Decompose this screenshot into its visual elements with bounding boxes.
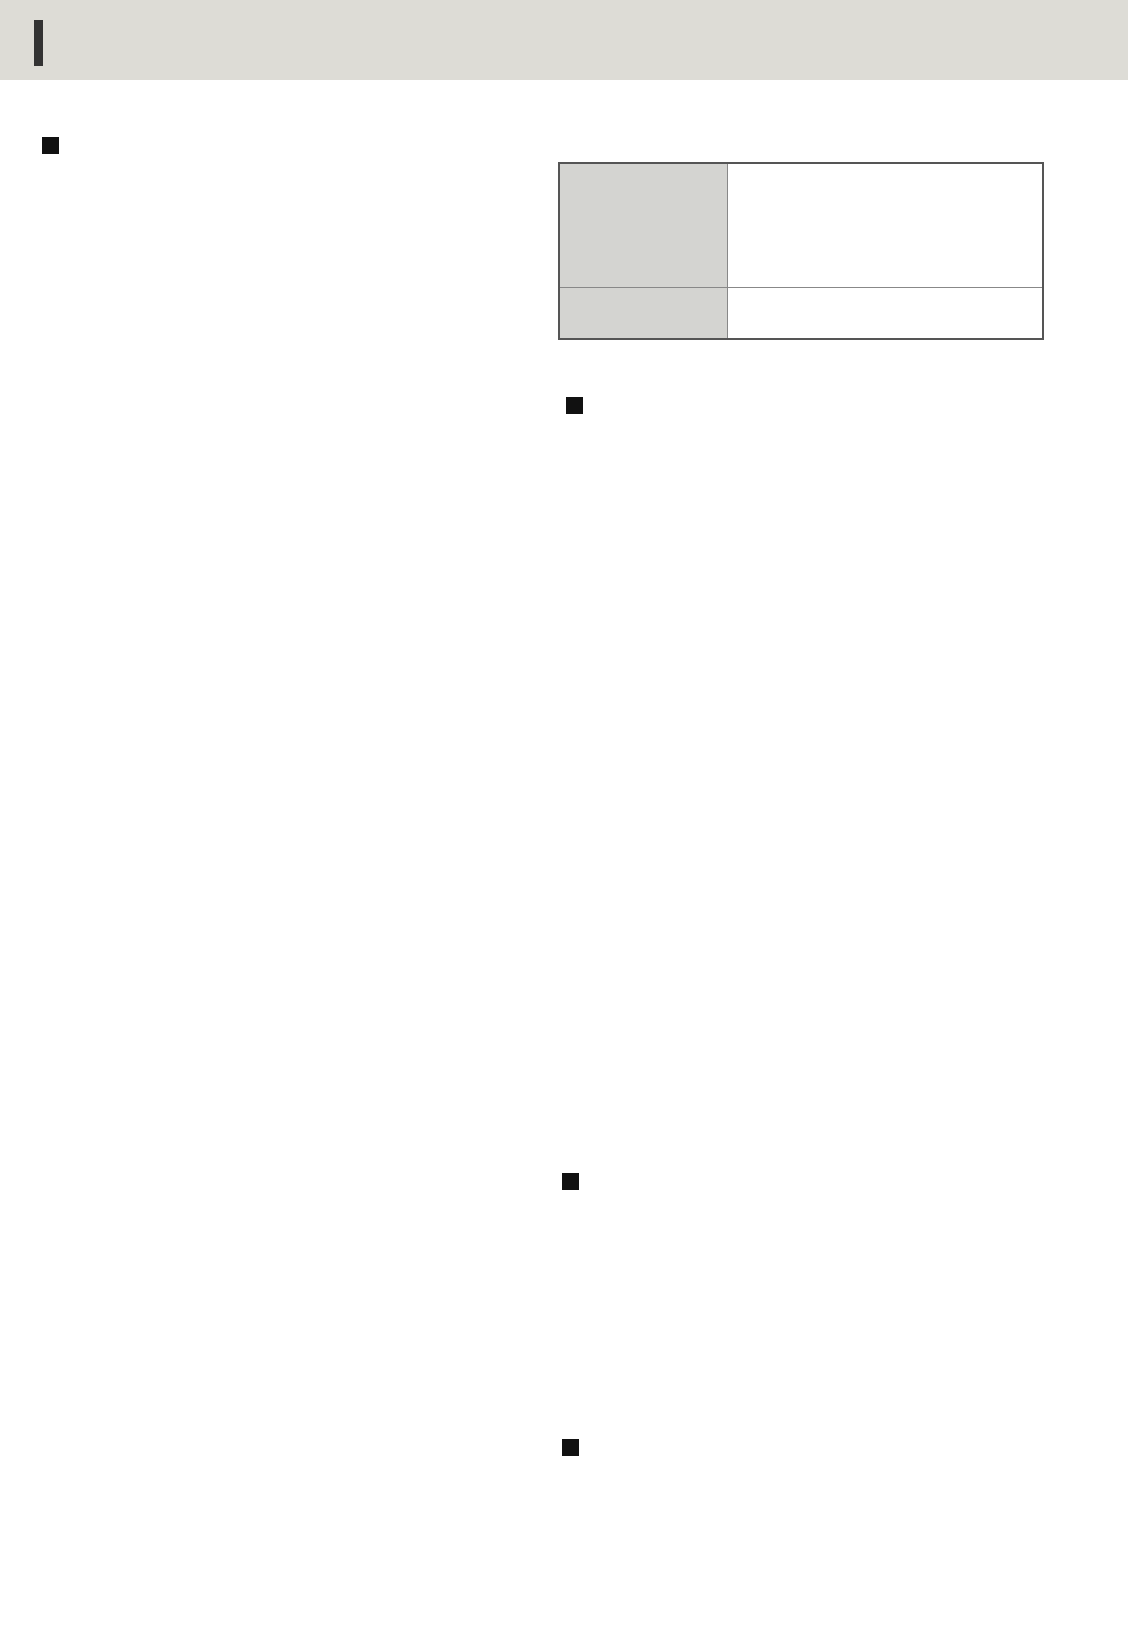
header-accent-bar [34, 20, 43, 66]
square-bullet-icon [562, 1439, 579, 1456]
square-bullet-icon [562, 1173, 579, 1190]
section-title-performance [562, 1436, 584, 1460]
section-title-carrier [566, 394, 588, 418]
square-bullet-icon [566, 397, 583, 414]
safety-accessory-label [559, 287, 727, 339]
safety-accessory-value [727, 287, 1043, 339]
safety-spec-table [558, 162, 1044, 340]
square-bullet-icon [42, 137, 59, 154]
header-band [0, 0, 1128, 80]
section-title-crane [42, 134, 64, 158]
safety-label [559, 163, 727, 287]
safety-value [727, 163, 1043, 287]
section-title-dimensions [562, 1170, 584, 1194]
